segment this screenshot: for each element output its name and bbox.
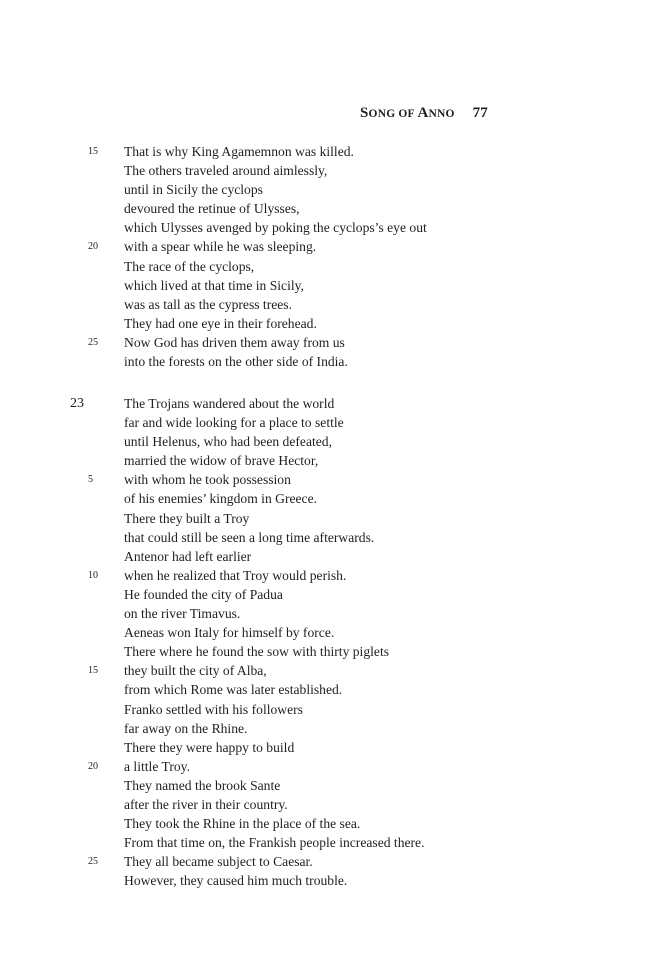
verse-line [0,833,650,852]
verse-text: until Helenus, who had been defeated, [124,434,332,450]
verse-text: There where he found the sow with thirty piglets [124,644,390,660]
verse-line [0,142,650,161]
verse-line [0,680,650,699]
line-number: 25 [88,336,98,348]
verse-line [0,738,650,757]
verse-line [0,585,650,604]
verse-line [0,700,650,719]
verse-line [0,566,650,585]
section-number: 23 [70,396,84,411]
verse-line [0,776,650,795]
verse-text: They all became subject to Caesar. [124,854,313,870]
verse-line [0,814,650,833]
verse-line [0,470,650,489]
verse-text: The Trojans wandered about the world [124,396,335,411]
verse-text: Franko settled with his followers [124,701,303,717]
verse-line [0,852,650,871]
verse-line [0,314,650,333]
verse-text: with whom he took possession [124,472,291,488]
verse-line [0,161,650,180]
line-number: 20 [88,760,98,772]
verse-line [0,257,650,276]
verse-text: far and wide looking for a place to settle [124,415,344,431]
verse-text: which lived at that time in Sicily, [124,277,304,293]
verse-text: after the river in their country. [124,796,288,812]
verse-line [0,604,650,623]
verse-text: a little Troy. [124,758,190,774]
verse-line [0,218,650,237]
verse-line [0,528,650,547]
verse-line [0,180,650,199]
verse-text: married the widow of brave Hector, [124,453,319,469]
stanza-continued [0,142,650,371]
verse-line [0,451,650,470]
verse-text: they built the city of Alba, [124,663,267,679]
verse-text: The race of the cyclops, [124,258,255,274]
verse-text: They took the Rhine in the place of the sea. [124,816,361,832]
verse-text: of his enemies’ kingdom in Greece. [124,491,318,507]
verse-line [0,295,650,314]
verse-line [0,413,650,432]
verse-text: There they built a Troy [124,510,250,526]
verse-line [0,795,650,814]
verse-text: They named the brook Sante [124,777,281,793]
verse-text: was as tall as the cypress trees. [124,296,292,312]
verse-line [0,719,650,738]
verse-line [0,489,650,508]
verse-line [0,642,650,661]
verse-text: Now God has driven them away from us [124,334,345,350]
verse-text: into the forests on the other side of India. [124,354,348,370]
verse-text: when he realized that Troy would perish. [124,567,347,583]
verse-text: on the river Timavus. [124,606,241,622]
line-number: 15 [88,665,98,677]
verse-text: until in Sicily the cyclops [124,182,263,198]
verse-line [0,352,650,371]
verse-line [0,199,650,218]
verse-text: Aeneas won Italy for himself by force. [124,625,335,641]
verse-line [0,871,650,890]
verse-text: That is why King Agamemnon was killed. [124,144,354,159]
verse-text: The others traveled around aimlessly, [124,163,328,179]
running-head [360,105,560,122]
verse-line [0,237,650,256]
verse-line [0,432,650,451]
verse-text: They had one eye in their forehead. [124,315,317,331]
page-number: 77 [472,105,488,121]
running-head-title: SONG OF ANNO [360,105,455,121]
verse-text: from which Rome was later established. [124,682,343,698]
verse-line [0,276,650,295]
line-number: 20 [88,241,98,253]
verse-text: far away on the Rhine. [124,720,248,736]
verse-text: devoured the retinue of Ulysses, [124,201,300,217]
line-number: 10 [88,569,98,581]
line-number: 15 [88,146,98,157]
verse-text: He founded the city of Padua [124,586,283,602]
verse-text: which Ulysses avenged by poking the cyclops’s eye out [124,220,427,236]
verse-line [0,333,650,352]
verse-line [0,509,650,528]
verse-text: However, they caused him much trouble. [124,873,348,889]
verse-text: Antenor had left earlier [124,548,252,564]
verse-text: with a spear while he was sleeping. [124,239,317,255]
verse-text: that could still be seen a long time afterwards. [124,529,375,545]
verse-line [0,394,650,413]
verse-line [0,623,650,642]
line-number: 25 [88,856,98,868]
verse-line [0,757,650,776]
verse-text: From that time on, the Frankish people increased there. [124,835,425,851]
verse-line [0,547,650,566]
line-number: 5 [88,474,93,486]
verse-text: There they were happy to build [124,739,295,755]
stanza-23 [0,394,650,890]
verse-line [0,661,650,680]
